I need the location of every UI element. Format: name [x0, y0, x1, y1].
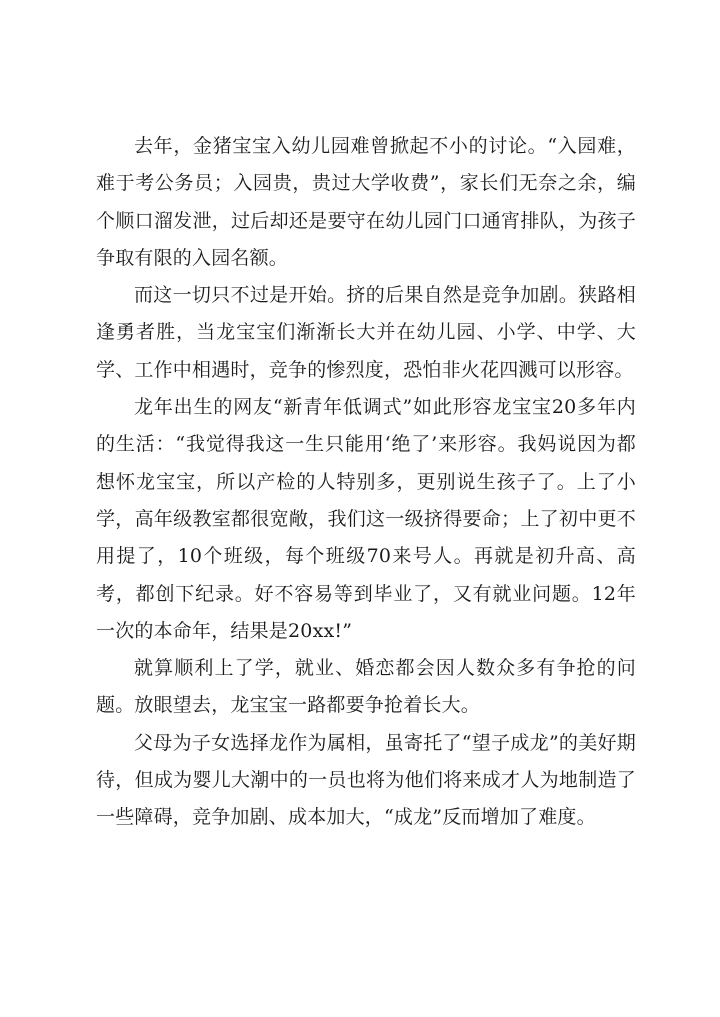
paragraph-3: 龙年出生的网友“新青年低调式”如此形容龙宝宝20多年内的生活：“我觉得我这一生只能用‘绝了’来形容。我妈说因为都想怀龙宝宝，所以产检的人特别多，更别说生孩子了。上了小学，高年级教室都很宽敞，我们这一级挤得要命；上了初中更不用提了，10个班级，每个班级70来号人。再就是初升高、高考，都创下纪录。好不容易等到毕业了，又有就业问题。12年一次的本命年，结果是20xx!”	[96, 396, 636, 642]
paragraph-2: 而这一切只不过是开始。挤的后果自然是竞争加剧。狭路相逢勇者胜，当龙宝宝们渐渐长大并在幼儿园、小学、中学、大学、工作中相遇时，竞争的惨烈度，恐怕非火花四溅可以形容。	[96, 284, 636, 381]
paragraph-5: 父母为子女选择龙作为属相，虽寄托了“望子成龙”的美好期待，但成为婴儿大潮中的一员也将为他们将来成才人为地制造了一些障碍，竞争加剧、成本加大，“成龙”反而增加了难度。	[96, 731, 636, 829]
paragraph-1: 去年，金猪宝宝入幼儿园难曾掀起不小的讨论。“入园难，难于考公务员；入园贵，贵过大学收费”，家长们无奈之余，编个顺口溜发泄，过后却还是要守在幼儿园门口通宵排队，为孩子争取有限的入园名额。	[96, 135, 636, 269]
paragraph-4: 就算顺利上了学，就业、婚恋都会因人数众多有争抢的问题。放眼望去，龙宝宝一路都要争抢着长大。	[96, 657, 636, 717]
document-body	[96, 128, 636, 837]
